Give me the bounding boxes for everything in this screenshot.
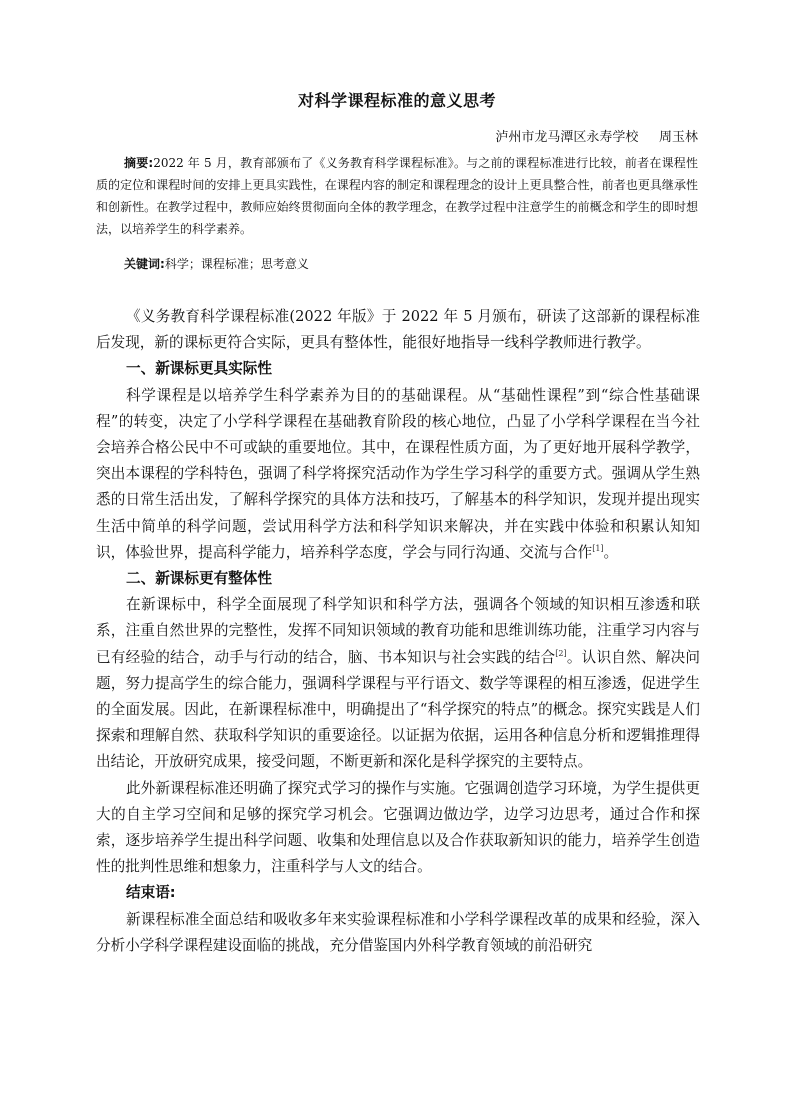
section-heading-2: 二、新课标更有整体性 (126, 570, 272, 588)
abstract-text: 2022 年 5 月，教育部颁布了《义务教育科学课程标准》。与之前的课程标准进行比较，前者在课程性质的定位和课程时间的安排上更具实践性，在课程内容的制定和课程理念的设计上更具整合性，前者也更具继承性和创新性。在教学过程中，教师应始终贯彻面向全体的教学理念，在教学过程中注意学生的前概念和学生的即时想法，以培养学生的科学素养。 (96, 156, 698, 236)
citation-ref-1[interactable]: [1] (592, 543, 604, 553)
section-2-paragraph-2: 此外新课程标准还明确了探究式学习的操作与实施。它强调创造学习环境，为学生提供更大的自主学习空间和足够的探究学习机会。它强调边做边学，边学习边思考，通过合作和探索，逐步培养学生提出科学问题、收集和处理信息以及合作获取新知识的能力，培养学生创造性的批判性思维和想象力，注重科学与人文的结合。 (96, 779, 700, 876)
citation-ref-2[interactable]: [2] (555, 648, 567, 658)
section-2-text-b: 。认识自然、解决问题，努力提高学生的综合能力，强调科学课程与平行语文、数学等课程的相互渗透，促进学生的全面发展。因此，在新课程标准中，明确提出了“科学探究的特点”的概念。探究实践是人们探索和理解自然、获取科学知识的重要途径。以证据为依据，运用各种信息分析和逻辑推理得出结论，开放研究成果，接受问题，不断更新和深化是科学探究的主要特点。 (96, 648, 700, 771)
section-1-tail: 。 (603, 543, 619, 561)
abstract (96, 152, 698, 240)
keywords (124, 255, 309, 272)
section-2-paragraph-1 (96, 592, 700, 775)
section-heading-1: 一、新课标更具实际性 (126, 360, 272, 378)
keywords-text: 科学；课程标准；思考意义 (164, 257, 309, 271)
intro-paragraph: 《义务教育科学课程标准(2022 年版》于 2022 年 5 月颁布，研读了这部新的课程标准后发现，新的课标更符合实际，更具有整体性，能很好地指导一线科学教师进行教学。 (96, 308, 700, 352)
section-1-text: 科学课程是以培养学生科学素养为目的的基础课程。从“基础性课程”到“综合性基础课程”的转变，决定了小学科学课程在基础教育阶段的核心地位，凸显了小学科学课程在当今社会培养合格公民中不可或缺的重要地位。其中，在课程性质方面，为了更好地开展科学教学，突出本课程的学科特色，强调了科学将探究活动作为学生学习科学的重要方式。强调从学生熟悉的日常生活出发，了解科学探究的具体方法和技巧，了解基本的科学知识，发现并提出现实生活中简单的科学问题，尝试用科学方法和科学知识来解决，并在实践中体验和积累认知知识，体验世界，提高科学能力，培养科学态度，学会与同行沟通、交流与合作 (96, 386, 700, 561)
abstract-label: 摘要: (124, 156, 154, 170)
paper-title: 对科学课程标准的意义思考 (297, 91, 496, 110)
keywords-label: 关键词: (124, 257, 165, 271)
conclusion-heading: 结束语: (126, 884, 176, 902)
author-line: 泸州市龙马潭区永寿学校 周玉林 (495, 130, 698, 145)
section-1-paragraph (96, 383, 700, 566)
section-2-text-a: 在新课标中，科学全面展现了科学知识和科学方法，强调各个领域的知识相互渗透和联系，注重自然世界的完整性，发挥不同知识领域的教育功能和思维训练功能，注重学习内容与已有经验的结合，动手与行动的结合，脑、书本知识与社会实践的结合 (96, 596, 700, 666)
conclusion-paragraph: 新课程标准全面总结和吸收多年来实验课程标准和小学科学课程改革的成果和经验，深入分析小学科学课程建设面临的挑战，充分借鉴国内外科学教育领域的前沿研究 (96, 910, 700, 954)
body-text (96, 304, 700, 959)
